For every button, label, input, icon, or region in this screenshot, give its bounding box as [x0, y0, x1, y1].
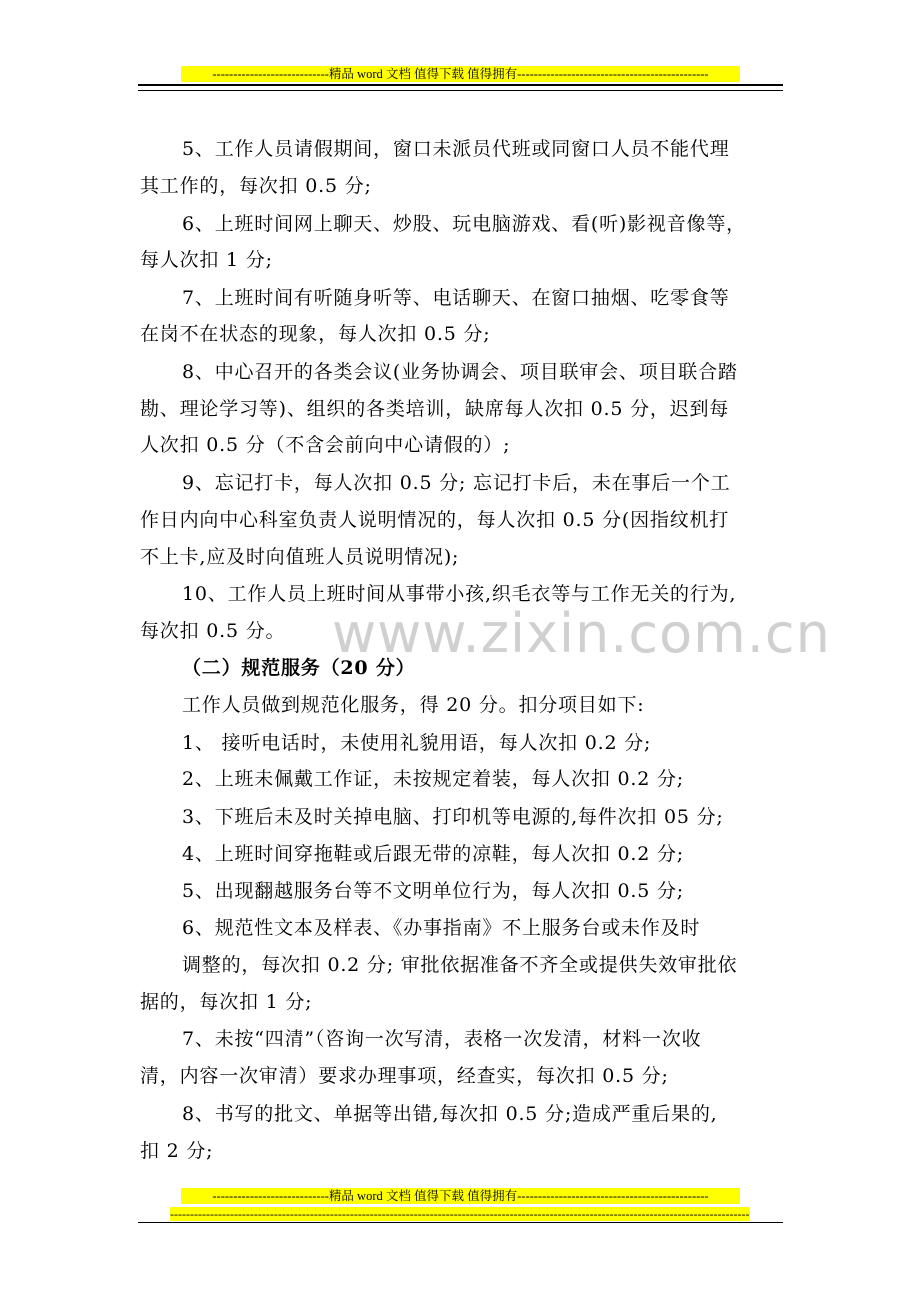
paragraph-line: 2、上班未佩戴工作证，未按规定着装，每人次扣 0.2 分; — [182, 768, 684, 790]
paragraph-line: 在岗不在状态的现象，每人次扣 0.5 分; — [140, 323, 491, 345]
paragraph-line: 5、工作人员请假期间，窗口未派员代班或同窗口人员不能代理 — [182, 138, 730, 160]
paragraph-line: 10、工作人员上班时间从事带小孩,织毛衣等与工作无关的行为, — [182, 583, 737, 605]
footer-dash-line: ------------------------------------------------------------------------------------------------------------------------------------------------- — [170, 1207, 750, 1221]
paragraph-line: 4、上班时间穿拖鞋或后跟无带的凉鞋，每人次扣 0.2 分; — [182, 843, 684, 865]
paragraph-line: 扣 2 分; — [140, 1140, 214, 1162]
paragraph-line: 据的，每次扣 1 分; — [140, 991, 313, 1013]
header-rule-top — [138, 84, 783, 86]
paragraph-line: 清，内容一次审清）要求办理事项，经查实，每次扣 0.5 分; — [140, 1065, 669, 1087]
paragraph-line: 勘、理论学习等)、组织的各类培训，缺席每人次扣 0.5 分，迟到每 — [140, 398, 730, 420]
paragraph-line: 7、未按“四清”（咨询一次写清，表格一次发清，材料一次收 — [182, 1028, 702, 1050]
header-banner: ----------------------------精品 word 文档 值得下载 值得拥有---------------------------------------------- — [181, 66, 740, 82]
paragraph-line: 3、下班后未及时关掉电脑、打印机等电源的,每件次扣 05 分; — [182, 806, 724, 828]
paragraph-line: 其工作的，每次扣 0.5 分; — [140, 175, 372, 197]
paragraph-line: 1、 接听电话时，未使用礼貌用语，每人次扣 0.2 分; — [182, 732, 652, 754]
paragraph-line: 8、书写的批文、单据等出错,每次扣 0.5 分;造成严重后果的, — [182, 1103, 718, 1125]
paragraph-line: 6、规范性文本及样表、《办事指南》不上服务台或未作及时 — [182, 917, 701, 939]
paragraph-line: 调整的，每次扣 0.2 分; 审批依据准备不齐全或提供失效审批依 — [182, 954, 738, 976]
paragraph-line: 每人次扣 1 分; — [140, 249, 273, 271]
paragraph-line: 8、中心召开的各类会议(业务协调会、项目联审会、项目联合踏 — [182, 361, 738, 383]
paragraph-line: 不上卡,应及时向值班人员说明情况); — [140, 546, 460, 568]
footer-rule — [138, 1222, 783, 1223]
paragraph-line: 每次扣 0.5 分。 — [140, 620, 286, 642]
paragraph-line: 9、忘记打卡，每人次扣 0.5 分; 忘记打卡后，未在事后一个工 — [182, 472, 731, 494]
paragraph-line: 7、上班时间有听随身听等、电话聊天、在窗口抽烟、吃零食等 — [182, 287, 730, 309]
paragraph-line: 5、出现翻越服务台等不文明单位行为，每人次扣 0.5 分; — [182, 880, 684, 902]
paragraph-line: 6、上班时间网上聊天、炒股、玩电脑游戏、看(听)影视音像等， — [182, 213, 746, 235]
footer-banner: ----------------------------精品 word 文档 值得下载 值得拥有---------------------------------------------- — [181, 1188, 740, 1204]
section-heading: （二）规范服务（20 分） — [182, 657, 416, 679]
paragraph-line: 作日内向中心科室负责人说明情况的，每人次扣 0.5 分(因指纹机打 — [140, 509, 730, 531]
watermark: www.zixin.com.cn — [332, 602, 831, 665]
paragraph-line: 工作人员做到规范化服务，得 20 分。扣分项目如下: — [182, 694, 645, 716]
paragraph-line: 人次扣 0.5 分（不含会前向中心请假的）; — [140, 434, 511, 456]
header-rule-bottom — [138, 90, 783, 91]
